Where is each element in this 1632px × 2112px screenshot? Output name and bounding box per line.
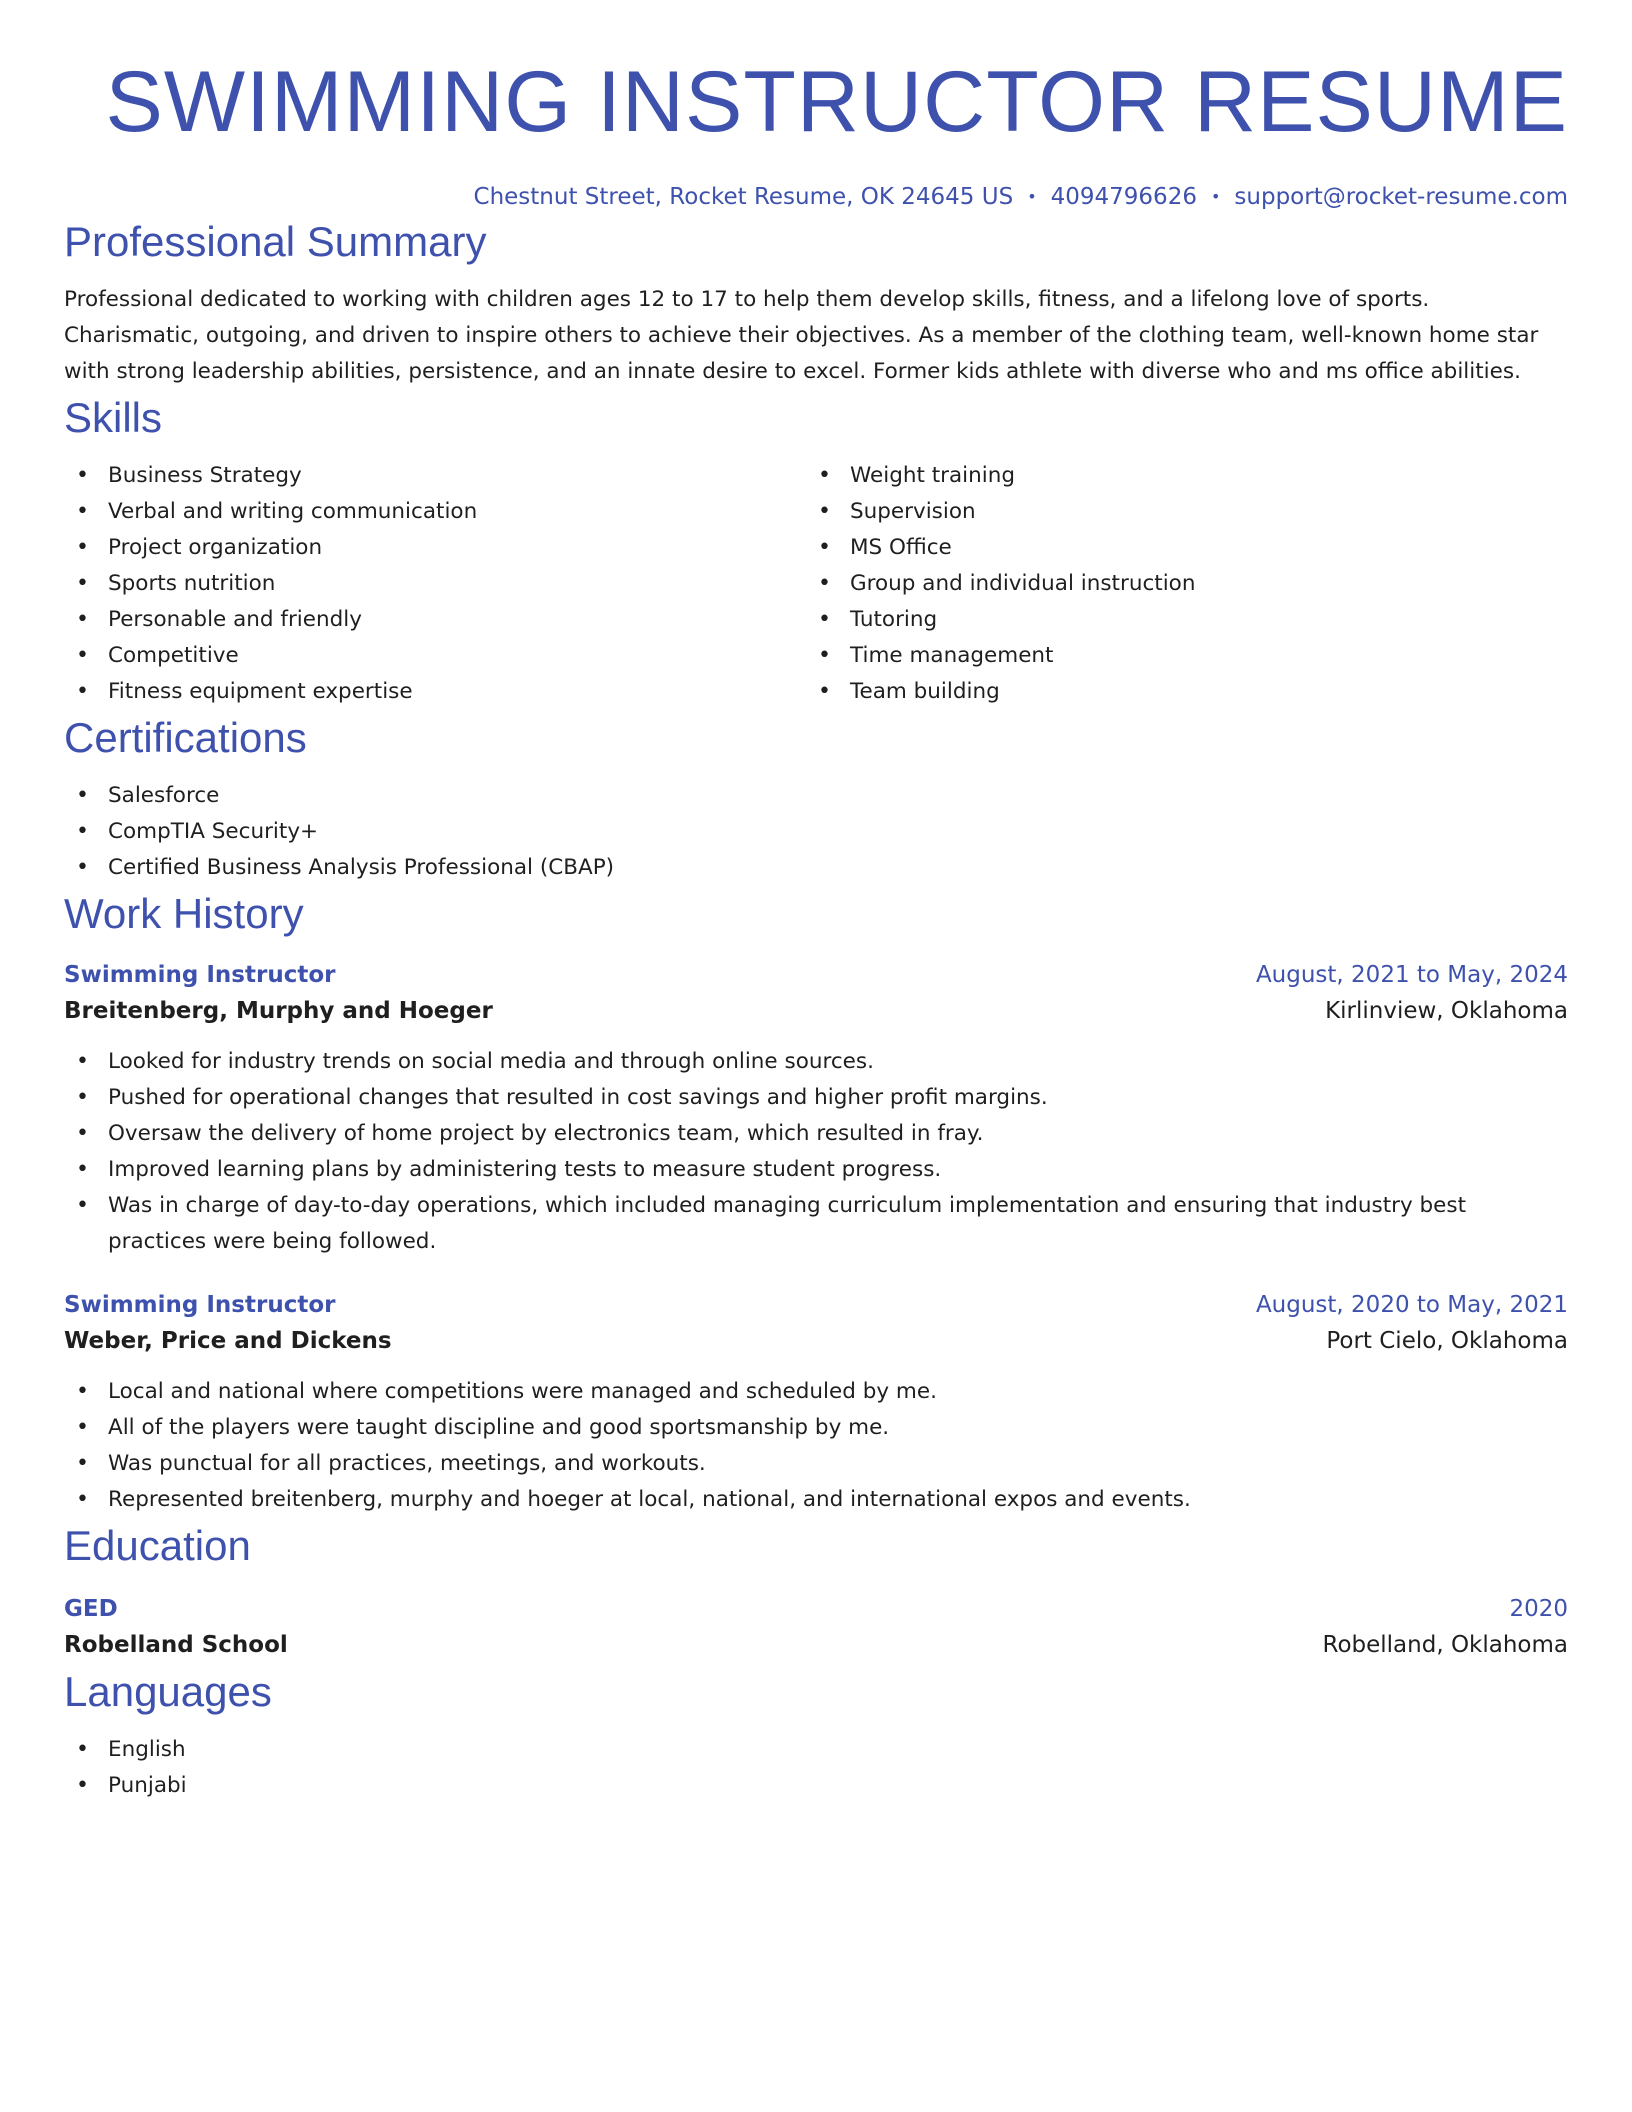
summary-text: Professional dedicated to working with children ages 12 to 17 to help them develop skills, fitness, and a lifelong love of sports. Charismatic, outgoing, and driven to inspire others to achieve their objectives. As a member of the clothing team, well-known home star with strong leadership abilities, persistence, and an innate desire to excel. Former kids athlete with diverse who and ms office abilities.	[64, 287, 1539, 384]
job-location: Port Cielo, Oklahoma	[1326, 1328, 1568, 1354]
job-location: Kirlinview, Oklahoma	[1325, 998, 1568, 1024]
list-item: • MS Office	[806, 530, 1548, 566]
list-item: • Competitive	[64, 638, 806, 674]
list-item: • Oversaw the delivery of home project by electronics team, which resulted in fray.	[64, 1116, 1568, 1152]
list-item: • Business Strategy	[64, 458, 806, 494]
list-item: • Personable and friendly	[64, 602, 806, 638]
job-dates: August, 2021 to May, 2024	[1255, 962, 1568, 988]
list-item: • Pushed for operational changes that resulted in cost savings and higher profit margins.	[64, 1080, 1568, 1116]
list-item: • Salesforce	[64, 778, 1568, 814]
list-item: • Represented breitenberg, murphy and hoeger at local, national, and international expos and events.	[64, 1482, 1568, 1518]
list-item: • Was punctual for all practices, meetings, and workouts.	[64, 1446, 1568, 1482]
contact-separator: •	[1027, 187, 1037, 206]
list-item: • Was in charge of day-to-day operations, which included managing curriculum implementation and ensuring that industry best practices were being followed.	[64, 1188, 1568, 1260]
list-item: • Group and individual instruction	[806, 566, 1548, 602]
education-year: 2020	[1509, 1596, 1568, 1622]
job-company: Breitenberg, Murphy and Hoeger	[64, 998, 493, 1024]
list-item: • English	[64, 1732, 1568, 1768]
contact-line	[64, 180, 1568, 214]
resume-title: SWIMMING INSTRUCTOR RESUME	[105, 54, 1568, 150]
list-item: • Local and national where competitions were managed and scheduled by me.	[64, 1374, 1568, 1410]
education-location: Robelland, Oklahoma	[1322, 1632, 1568, 1658]
list-item: • Sports nutrition	[64, 566, 806, 602]
resume-header	[64, 0, 1568, 214]
skills-list	[64, 458, 1568, 710]
job-company: Weber, Price and Dickens	[64, 1328, 392, 1354]
list-item: • Certified Business Analysis Professional (CBAP)	[64, 850, 1568, 886]
job-bullets	[64, 1044, 1568, 1260]
list-item: • Team building	[806, 674, 1548, 710]
education-school: Robelland School	[64, 1632, 288, 1658]
job-entry	[64, 958, 1568, 1260]
section-title-education: Education	[64, 1522, 251, 1569]
section-title-languages: Languages	[64, 1668, 272, 1715]
list-item: • All of the players were taught discipline and good sportsmanship by me.	[64, 1410, 1568, 1446]
list-item: • Punjabi	[64, 1768, 1568, 1804]
list-item: • Looked for industry trends on social media and through online sources.	[64, 1044, 1568, 1080]
languages-list	[64, 1732, 1568, 1804]
contact-phone: 4094796626	[1050, 184, 1197, 210]
job-dates: August, 2020 to May, 2021	[1255, 1292, 1568, 1318]
job-entry	[64, 1288, 1568, 1518]
list-item: • Weight training	[806, 458, 1548, 494]
list-item: • Verbal and writing communication	[64, 494, 806, 530]
list-item: • Time management	[806, 638, 1548, 674]
job-title: Swimming Instructor	[64, 1292, 336, 1318]
education-degree: GED	[64, 1596, 118, 1622]
list-item: • Improved learning plans by administering tests to measure student progress.	[64, 1152, 1568, 1188]
contact-email: support@rocket-resume.com	[1234, 184, 1568, 210]
section-title-work-history: Work History	[64, 890, 304, 937]
section-title-summary: Professional Summary	[64, 218, 487, 265]
list-item: • Supervision	[806, 494, 1548, 530]
contact-separator: •	[1210, 187, 1221, 206]
list-item: • Project organization	[64, 530, 806, 566]
section-title-skills: Skills	[64, 394, 163, 441]
job-bullets	[64, 1374, 1568, 1518]
list-item: • CompTIA Security+	[64, 814, 1568, 850]
skills-column-right	[806, 458, 1548, 710]
skills-column-left	[64, 458, 806, 710]
job-title: Swimming Instructor	[64, 962, 336, 988]
certifications-list	[64, 778, 1568, 886]
list-item: • Tutoring	[806, 602, 1548, 638]
contact-address: Chestnut Street, Rocket Resume, OK 24645 US	[473, 184, 1014, 210]
section-title-certifications: Certifications	[64, 714, 307, 761]
education-entry	[64, 1592, 1568, 1664]
list-item: • Fitness equipment expertise	[64, 674, 806, 710]
